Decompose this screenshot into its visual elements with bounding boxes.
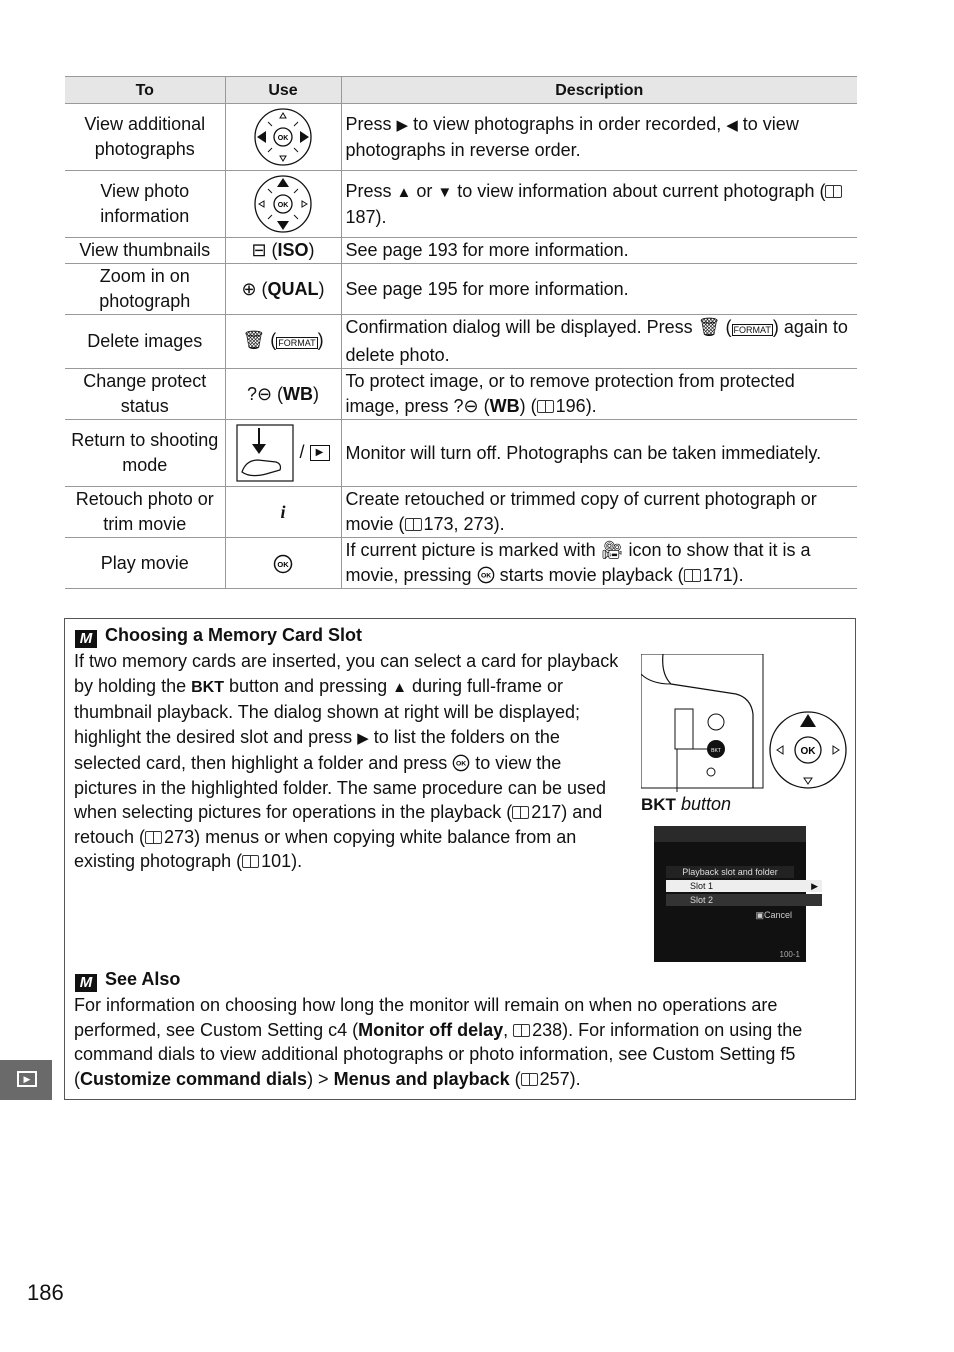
right-arrow-icon: ▶ — [396, 116, 409, 134]
down-arrow-icon: ▼ — [437, 183, 453, 201]
svg-text:OK: OK — [800, 746, 816, 757]
slot-2-item: Slot 2 — [666, 894, 822, 906]
row-use: 🗑︎ ( FORMAT ) — [225, 315, 341, 369]
caption-text: button — [680, 794, 732, 814]
format-button-label: FORMAT — [733, 325, 771, 335]
page-reference-icon — [513, 1024, 530, 1037]
desc-text: ) ( — [519, 396, 537, 416]
right-arrow-icon: ▶ — [811, 881, 818, 891]
note-body — [74, 649, 629, 874]
note-title: See Also — [105, 969, 181, 989]
header-to: To — [65, 77, 225, 104]
desc-text: Create retouched or trimmed copy of current photograph or movie ( — [345, 489, 817, 534]
page-reference-icon — [145, 831, 162, 844]
bkt-caption — [641, 794, 731, 815]
row-description — [341, 171, 857, 238]
row-use — [225, 104, 341, 171]
note-text: to view the pictures in the highlighted folder. The same procedure can be used when selecting pictures for operations in the playback ( — [74, 753, 607, 822]
table-row — [65, 264, 857, 315]
shutter-release-icon — [236, 424, 294, 482]
zoom-in-icon: ⊕ — [241, 278, 257, 299]
playback-slot-dialog-screenshot — [654, 826, 818, 962]
desc-text: to view photographs in reverse order. — [345, 113, 799, 160]
menu-item-bold: Menus and playback — [333, 1068, 510, 1089]
row-use: ?⊖ (WB) — [225, 369, 341, 420]
camera-illustration — [641, 654, 849, 792]
bkt-button-label: BKT — [641, 795, 676, 814]
playback-section-tab — [0, 1060, 52, 1100]
iso-button-label: ISO — [277, 240, 309, 260]
note-text: ) > — [307, 1068, 334, 1089]
row-description — [341, 487, 857, 538]
page-reference-icon — [512, 806, 529, 819]
page-reference-icon — [825, 185, 842, 198]
desc-text: ( — [483, 396, 490, 416]
desc-text: ) again to delete photo. — [345, 317, 848, 365]
desc-text: 187). — [345, 206, 387, 227]
ok-button-icon — [273, 554, 293, 574]
row-description — [341, 369, 857, 420]
wb-button-label: WB — [489, 396, 520, 416]
note-icon: M — [75, 974, 97, 992]
row-description — [341, 315, 857, 369]
playback-button-icon: ▣ — [755, 910, 764, 920]
table-row — [65, 538, 857, 589]
desc-text: starts movie playback ( — [494, 565, 684, 585]
note-text: ( — [509, 1068, 521, 1089]
note-heading — [75, 967, 180, 992]
page-reference-icon — [684, 569, 701, 582]
note-icon: M — [75, 630, 97, 648]
slot-1-item — [666, 880, 822, 892]
note-text: 217) and retouch ( — [74, 802, 603, 847]
desc-text: 173, 273). — [423, 514, 505, 534]
bkt-button-label: BKT — [191, 678, 224, 696]
menu-item-bold: Monitor off delay — [358, 1019, 504, 1040]
note-heading — [75, 623, 362, 648]
row-to: Change protect status — [65, 369, 225, 420]
table-row — [65, 420, 857, 487]
note-text: , — [503, 1019, 514, 1040]
ok-button-icon — [477, 566, 495, 584]
svg-text:OK: OK — [456, 760, 467, 768]
wb-button-label: WB — [283, 383, 314, 404]
header-description: Description — [341, 77, 857, 104]
playback-icon: ▶ — [17, 1071, 37, 1087]
row-to: View photo information — [65, 171, 225, 238]
row-description: Monitor will turn off. Photographs can be taken immediately. — [341, 420, 857, 487]
table-row — [65, 315, 857, 369]
row-use — [225, 420, 341, 487]
note-text: 101). — [261, 851, 303, 871]
format-button-label: FORMAT — [278, 337, 316, 348]
row-to: Zoom in on photograph — [65, 264, 225, 315]
row-use — [225, 171, 341, 238]
controls-table — [65, 76, 857, 589]
desc-text: ( — [720, 317, 732, 337]
desc-text: Confirmation dialog will be displayed. Press — [345, 317, 698, 337]
desc-text: Press — [345, 113, 397, 134]
protect-icon: ?⊖ — [246, 383, 273, 404]
row-description: See page 195 for more information. — [341, 264, 857, 315]
row-to: Play movie — [65, 538, 225, 589]
note-text: 273) menus or when copying white balance from an existing photograph ( — [74, 826, 577, 871]
protect-icon: ?⊖ — [453, 396, 479, 416]
desc-text: Press — [345, 180, 397, 201]
multi-selector-up-down-icon — [253, 174, 313, 234]
header-use: Use — [225, 77, 341, 104]
left-arrow-icon: ◀ — [726, 116, 738, 134]
row-to: Return to shooting mode — [65, 420, 225, 487]
movie-icon: 🎥︎ — [600, 540, 624, 560]
table-row — [65, 104, 857, 171]
menu-item-bold: Customize command dials — [80, 1068, 308, 1089]
row-use: ⊟ (ISO) — [225, 238, 341, 264]
desc-text: 196). — [555, 396, 597, 416]
row-use — [225, 538, 341, 589]
svg-text:OK: OK — [277, 559, 289, 569]
desc-text: If current picture is marked with — [345, 540, 601, 560]
note-body — [74, 993, 849, 1091]
table-row — [65, 369, 857, 420]
ok-button-icon — [452, 754, 470, 772]
row-to: View thumbnails — [65, 238, 225, 264]
desc-text: To protect image, or to remove protection from protected image, press — [345, 371, 795, 416]
thumbnail-zoom-out-icon: ⊟ — [251, 240, 267, 260]
right-arrow-icon: ▶ — [357, 729, 369, 747]
table-header-row — [65, 77, 857, 104]
multi-selector-left-right-icon — [253, 107, 313, 167]
note-text: 238). For information on using the command dials to view additional photographs or photo information, see Custom Setting f5 ( — [74, 1019, 803, 1089]
svg-text:OK: OK — [277, 135, 289, 142]
cancel-hint — [755, 910, 792, 921]
desc-text: or — [411, 180, 438, 201]
page-reference-icon — [521, 1073, 538, 1086]
delete-icon: 🗑︎ — [242, 329, 266, 350]
table-row — [65, 487, 857, 538]
cancel-label: Cancel — [763, 910, 792, 920]
svg-text:BKT: BKT — [711, 748, 721, 754]
up-arrow-icon: ▲ — [392, 678, 407, 696]
note-text: If two memory cards are inserted, you can select a card for playback by holding the — [74, 651, 619, 696]
row-to: Retouch photo or trim movie — [65, 487, 225, 538]
page-reference-icon — [242, 855, 259, 868]
svg-text:OK: OK — [480, 572, 491, 580]
menu-tab-strip — [654, 826, 806, 842]
row-description: See page 193 for more information. — [341, 238, 857, 264]
table-row — [65, 171, 857, 238]
row-to: View additional photographs — [65, 104, 225, 171]
desc-text: 171). — [702, 565, 744, 585]
desc-text: to view information about current photograph ( — [452, 180, 826, 201]
page-reference-icon — [537, 400, 554, 413]
note-text: button and pressing — [223, 675, 393, 696]
desc-text: icon to show that it is a movie, pressing — [345, 540, 811, 585]
page-number: 186 — [27, 1280, 64, 1305]
dialog-title: Playback slot and folder — [666, 866, 794, 878]
page-reference-icon — [405, 518, 422, 531]
row-use — [225, 487, 341, 538]
qual-button-label: QUAL — [267, 278, 319, 299]
i-button-icon: i — [280, 501, 286, 522]
frame-counter: 100-1 — [779, 950, 800, 959]
row-to: Delete images — [65, 315, 225, 369]
playback-button-icon: ▶ — [310, 445, 330, 461]
note-text: For information on choosing how long the monitor will remain on when no operations are performed, see Custom Setting c4 ( — [74, 995, 778, 1040]
delete-icon: 🗑︎ — [697, 317, 721, 337]
note-title: Choosing a Memory Card Slot — [105, 625, 363, 645]
note-text: during full-frame or thumbnail playback. The dialog shown at right will be displayed; highlight the desired slot and press — [74, 675, 580, 747]
separator-slash: / — [299, 441, 305, 462]
row-description — [341, 104, 857, 171]
svg-text:OK: OK — [277, 202, 289, 209]
note-text: 257). — [539, 1068, 581, 1089]
row-use: ⊕ (QUAL) — [225, 264, 341, 315]
slot-label: Slot 1 — [690, 881, 714, 891]
row-description — [341, 538, 857, 589]
up-arrow-icon: ▲ — [396, 183, 412, 201]
table-row — [65, 238, 857, 264]
desc-text: to view photographs in order recorded, — [408, 113, 727, 134]
note-text: to list the folders on the selected card, then highlight a folder and press — [74, 726, 560, 773]
